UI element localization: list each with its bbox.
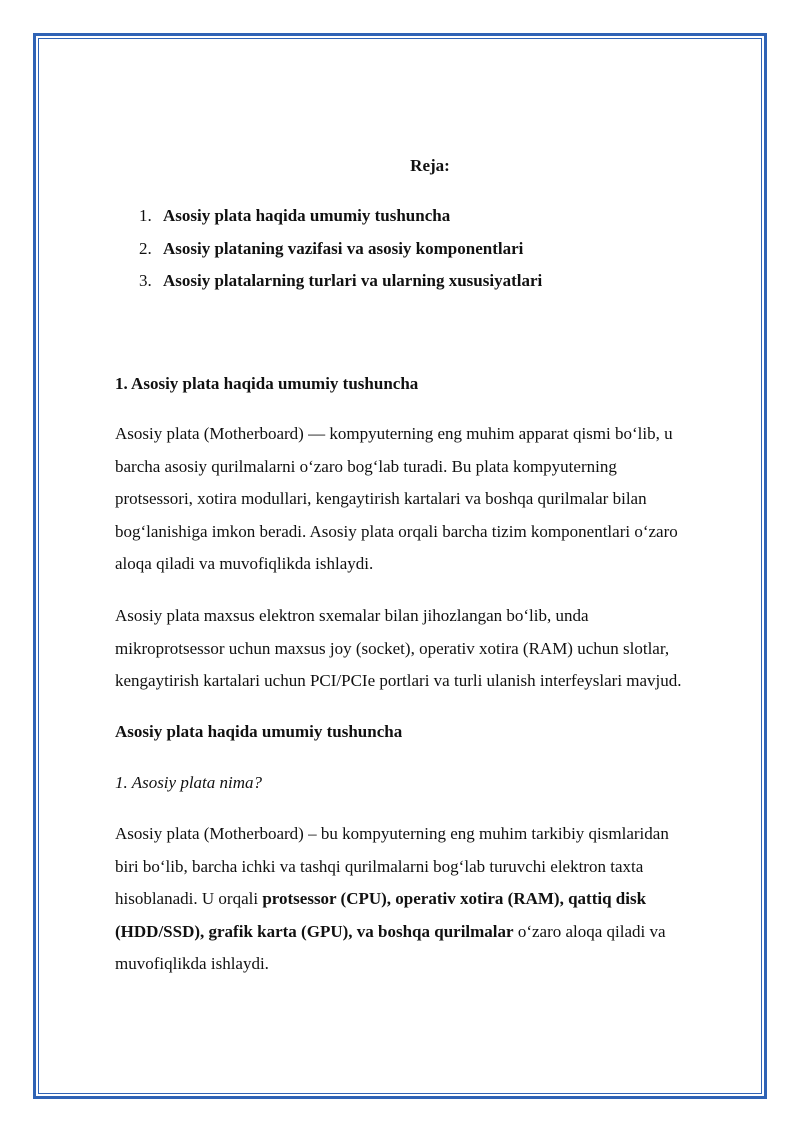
paragraph-line: bogʻlanishiga imkon beradi. Asosiy plata orqali barcha tizim komponentlari oʻzaro (115, 521, 678, 541)
paragraph-line: Asosiy plata (Motherboard) – bu kompyuterning eng muhim tarkibiy qismlaridan (115, 824, 669, 843)
paragraph (115, 418, 745, 581)
paragraph-line: barcha asosiy qurilmalarni oʻzaro bogʻlab turadi. Bu plata kompyuterning (115, 456, 617, 476)
plan-item (139, 269, 542, 302)
section-heading: 1. Asosiy plata haqida umumiy tushuncha (115, 374, 419, 393)
text-run: oʻzaro aloqa qiladi va (513, 921, 666, 941)
bold-run: protsessor (CPU), operativ xotira (RAM), qattiq disk (262, 889, 647, 909)
plan-item-text: Asosiy plata haqida umumiy tushuncha (163, 206, 451, 225)
plan-item-number: 3. (139, 271, 152, 290)
plan-item-number: 2. (139, 238, 152, 258)
paragraph (115, 600, 745, 698)
paragraph-line: biri boʻlib, barcha ichki va tashqi qurilmalarni bogʻlab turuvchi elektron taxta (115, 856, 644, 876)
plan-item-number: 1. (139, 206, 152, 225)
plan-list (139, 204, 542, 302)
plan-item-text: Asosiy plataning vazifasi va asosiy komponentlari (163, 238, 524, 258)
paragraph-line: mikroprotsessor uchun maxsus joy (socket), operativ xotira (RAM) uchun slotlar, (115, 638, 670, 658)
plan-item-text: Asosiy platalarning turlari va ularning xususiyatlari (163, 271, 543, 290)
plan-item (139, 204, 542, 237)
paragraph (115, 818, 745, 981)
section-heading: Asosiy plata haqida umumiy tushuncha (115, 722, 403, 741)
paragraph-line: Asosiy plata (Motherboard) — kompyuterning eng muhim apparat qismi boʻlib, u (115, 424, 673, 443)
paragraph-line: Asosiy plata maxsus elektron sxemalar bilan jihozlangan boʻlib, unda (115, 606, 589, 625)
paragraph-line (115, 916, 745, 949)
plan-item (139, 237, 542, 270)
paragraph-line: kengaytirish kartalari uchun PCI/PCIe portlari va turli ulanish interfeyslari mavjud. (115, 671, 682, 691)
paragraph-line: muvofiqlikda ishlaydi. (115, 954, 269, 974)
text-run: hisoblanadi. U orqali (115, 889, 263, 909)
subheading: 1. Asosiy plata nima? (115, 773, 263, 792)
bold-run: (HDD/SSD), grafik karta (GPU), va boshqa qurilmalar (115, 921, 514, 941)
paragraph-line: protsessori, xotira modullari, kengaytirish kartalari va boshqa qurilmalar bilan (115, 489, 647, 509)
paragraph-line (115, 883, 745, 916)
paragraph-line: aloqa qiladi va muvofiqlikda ishlaydi. (115, 554, 374, 574)
page-title: Reja: (410, 156, 450, 175)
